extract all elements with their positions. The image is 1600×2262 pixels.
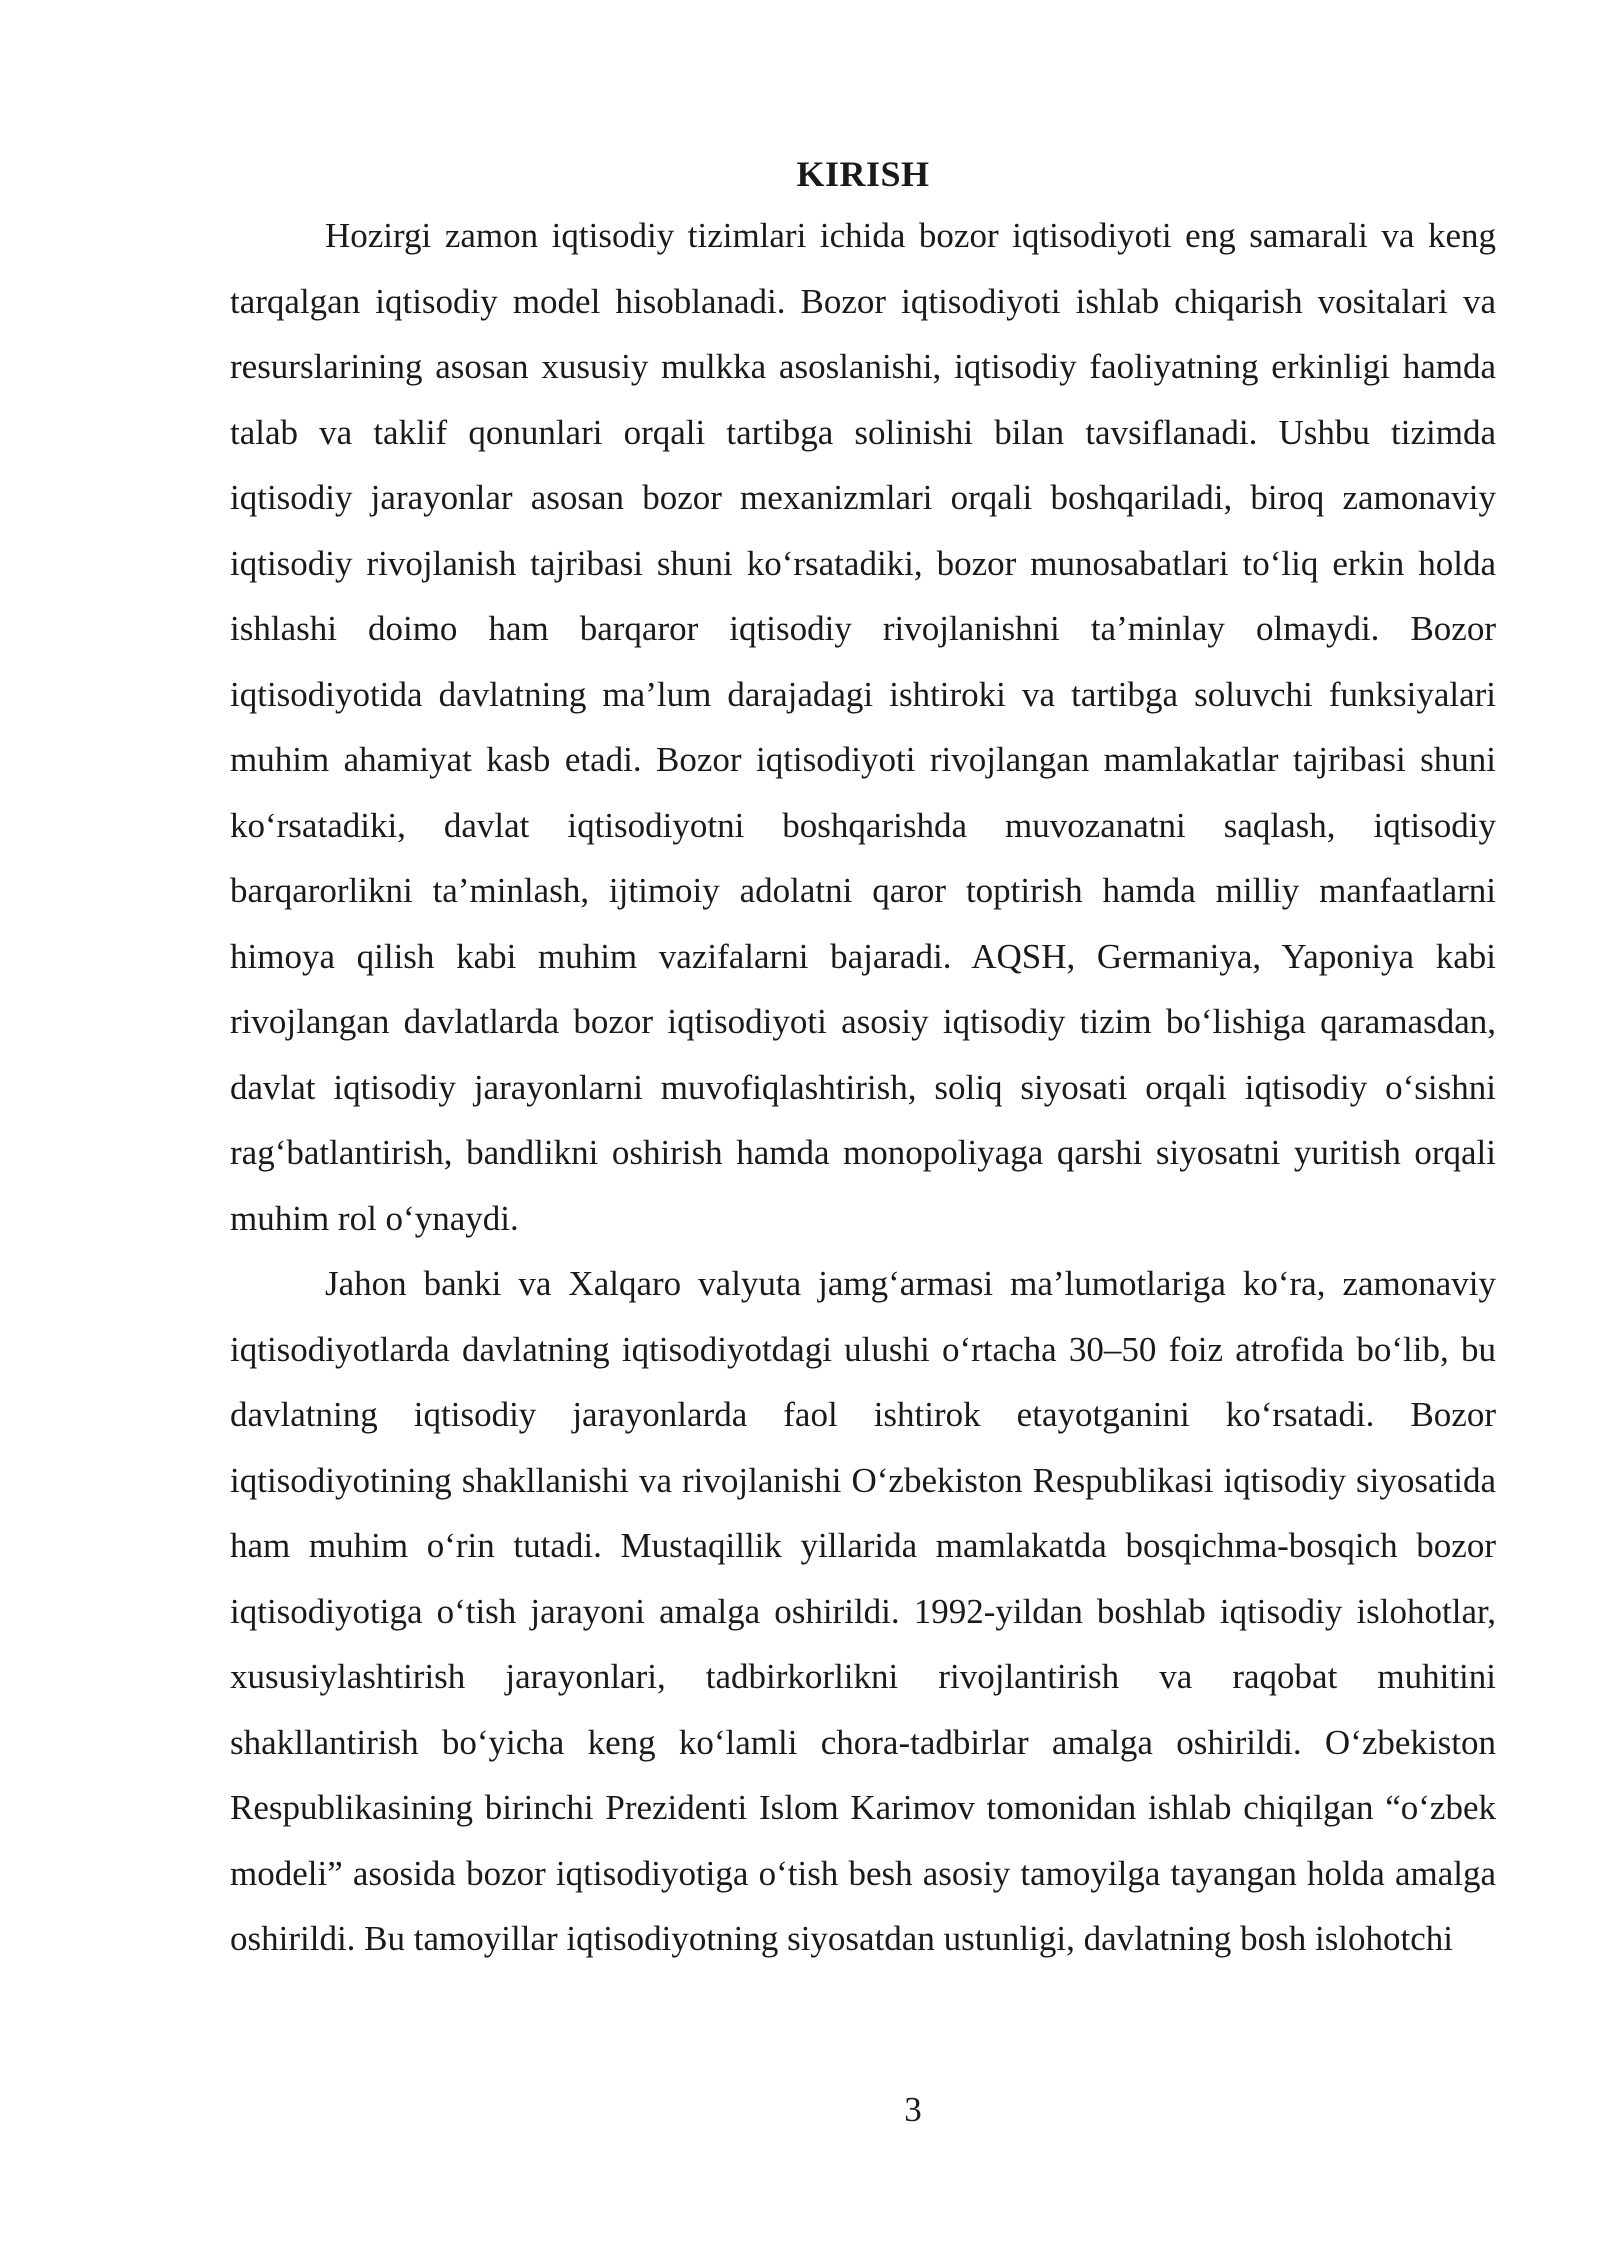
paragraph-2: Jahon banki va Xalqaro valyuta jamg‘armasi ma’lumotlariga ko‘ra, zamonaviy iqtisodiyotlarda davlatning iqtisodiyotdagi ulushi o‘rtacha 30–50 foiz atrofida bo‘lib, bu davlatning iqtisodiy jarayonlarda faol ishtirok etayotganini ko‘rsatadi. Bozor iqtisodiyotining shakllanishi va rivojlanishi O‘zbekiston Respublikasi iqtisodiy siyosatida ham muhim o‘rin tutadi. Mustaqillik yillarida mamlakatda bosqichma-bosqich bozor iqtisodiyotiga o‘tish jarayoni amalga oshirildi. 1992-yildan boshlab iqtisodiy islohotlar, xususiylashtirish jarayonlari, tadbirkorlikni rivojlantirish va raqobat muhitini shakllantirish bo‘yicha keng ko‘lamli chora-tadbirlar amalga oshirildi. O‘zbekiston Respublikasining birinchi Prezidenti Islom Karimov tomonidan ishlab chiqilgan “o‘zbek modeli” asosida bozor iqtisodiyotiga o‘tish besh asosiy tamoyilga tayangan holda amalga oshirildi. Bu tamoyillar iqtisodiyotning siyosatdan ustunligi, davlatning bosh islohotchi xyxy=(230,1264,1496,1958)
paragraph-1: Hozirgi zamon iqtisodiy tizimlari ichida bozor iqtisodiyoti eng samarali va keng tarqalgan iqtisodiy model hisoblanadi. Bozor iqtisodiyoti ishlab chiqarish vositalari va resurslarining asosan xususiy mulkka asoslanishi, iqtisodiy faoliyatning erkinligi hamda talab va taklif qonunlari orqali tartibga solinishi bilan tavsiflanadi. Ushbu tizimda iqtisodiy jarayonlar asosan bozor mexanizmlari orqali boshqariladi, biroq zamonaviy iqtisodiy rivojlanish tajribasi shuni ko‘rsatadiki, bozor munosabatlari to‘liq erkin holda ishlashi doimo ham barqaror iqtisodiy rivojlanishni ta’minlay olmaydi. Bozor iqtisodiyotida davlatning ma’lum darajadagi ishtiroki va tartibga soluvchi funksiyalari muhim ahamiyat kasb etadi. Bozor iqtisodiyoti rivojlangan mamlakatlar tajribasi shuni ko‘rsatadiki, davlat iqtisodiyotni boshqarishda muvozanatni saqlash, iqtisodiy barqarorlikni ta’minlash, ijtimoiy adolatni qaror toptirish hamda milliy manfaatlarni himoya qilish kabi muhim vazifalarni bajaradi. AQSH, Germaniya, Yaponiya kabi rivojlangan davlatlarda bozor iqtisodiyoti asosiy iqtisodiy tizim bo‘lishiga qaramasdan, davlat iqtisodiy jarayonlarni muvofiqlashtirish, soliq siyosati orqali iqtisodiy o‘sishni rag‘batlantirish, bandlikni oshirish hamda monopoliyaga qarshi siyosatni yuritish orqali muhim rol o‘ynaydi. xyxy=(230,216,1496,1238)
page-number: 3 xyxy=(904,2090,922,2129)
section-title: KIRISH xyxy=(796,154,930,194)
document-page xyxy=(230,145,1496,1972)
